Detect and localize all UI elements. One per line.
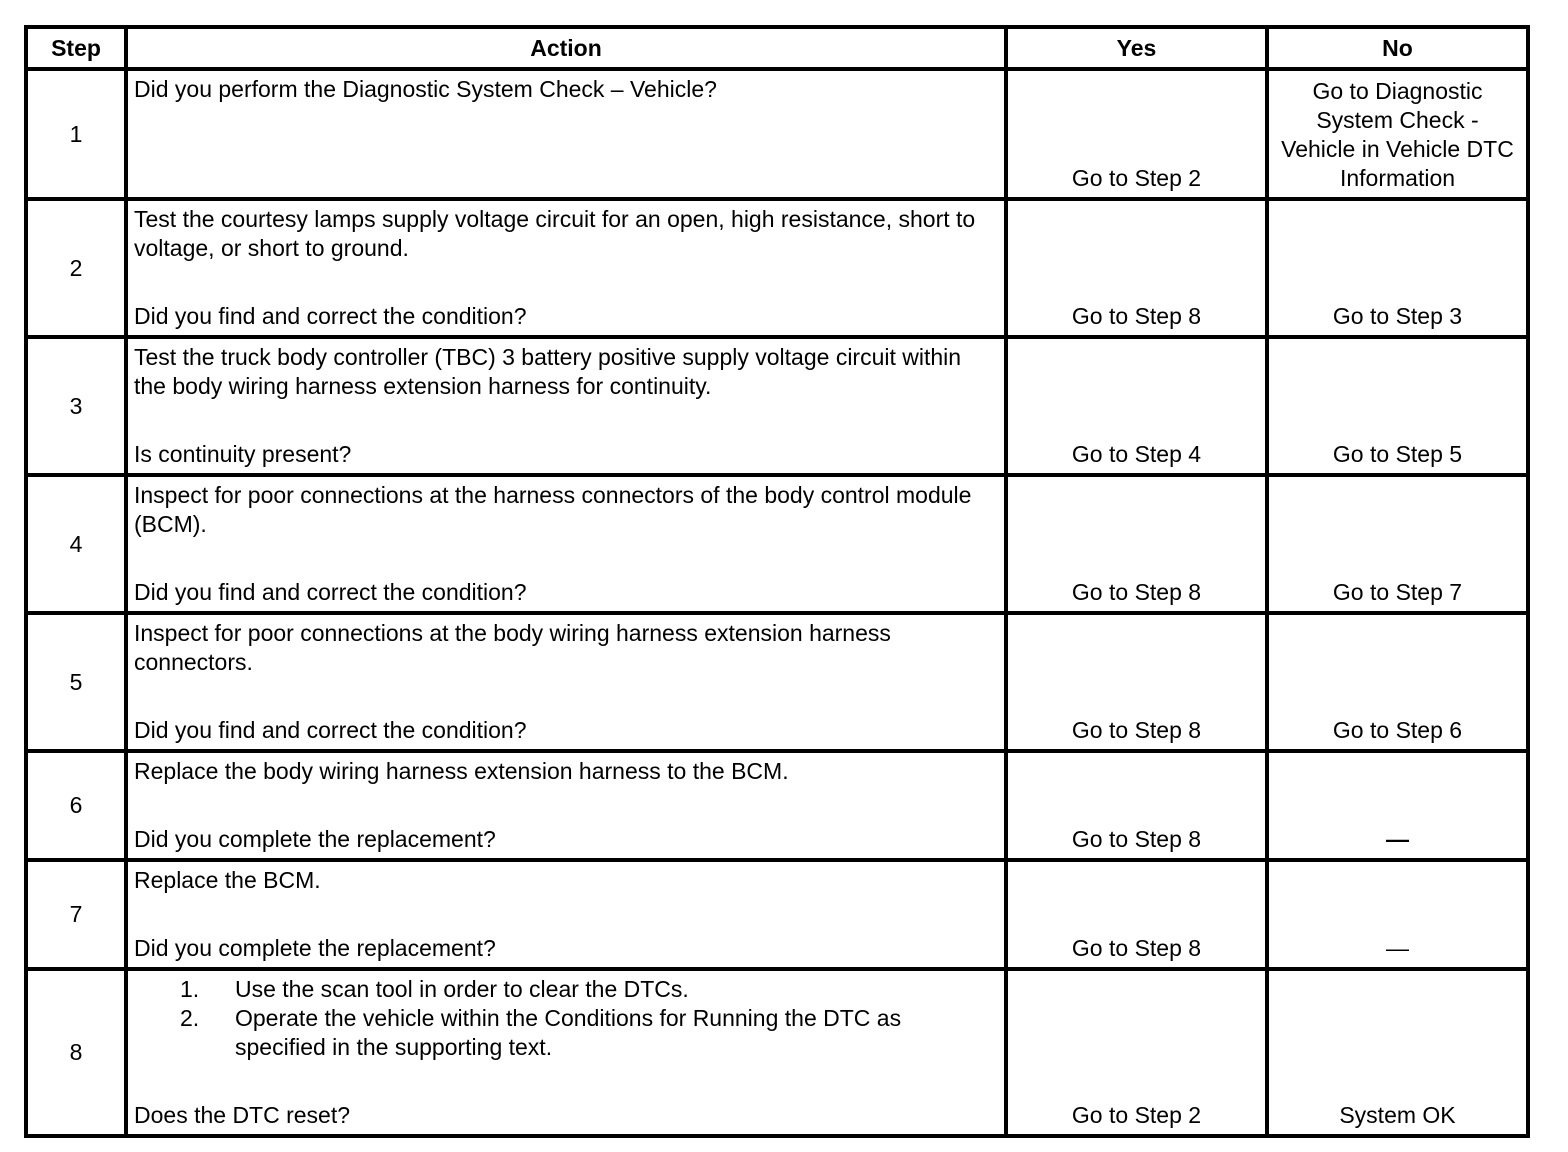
no-cell: Go to Step 3 — [1267, 199, 1528, 337]
action-instruction: Test the courtesy lamps supply voltage circuit for an open, high resistance, short to voltage, or short to ground. — [134, 206, 976, 261]
table-row — [26, 475, 1528, 613]
diagnostic-table — [24, 25, 1530, 1138]
action-question: Did you find and correct the condition? — [134, 717, 527, 743]
action-question: Did you find and correct the condition? — [134, 303, 527, 329]
action-instruction: Inspect for poor connections at the body wiring harness extension harness connectors. — [134, 620, 891, 675]
list-item-number: 2. — [180, 1005, 200, 1031]
action-cell — [126, 199, 1006, 337]
yes-cell: Go to Step 8 — [1006, 199, 1267, 337]
list-item — [134, 1004, 998, 1062]
step-number: 4 — [26, 475, 126, 613]
action-question: Is continuity present? — [134, 441, 352, 467]
no-cell: Go to Diagnostic System Check - Vehicle in Vehicle DTC Information — [1267, 69, 1528, 199]
table-row — [26, 337, 1528, 475]
yes-cell: Go to Step 8 — [1006, 860, 1267, 969]
header-yes: Yes — [1006, 27, 1267, 69]
table-row — [26, 969, 1528, 1136]
yes-cell: Go to Step 2 — [1006, 969, 1267, 1136]
step-number: 5 — [26, 613, 126, 751]
action-cell — [126, 69, 1006, 199]
list-item-text: Use the scan tool in order to clear the DTCs. — [235, 976, 689, 1002]
yes-cell: Go to Step 4 — [1006, 337, 1267, 475]
step-number: 1 — [26, 69, 126, 199]
action-question: Did you find and correct the condition? — [134, 579, 527, 605]
action-instruction: Replace the BCM. — [134, 867, 321, 893]
action-cell — [126, 751, 1006, 860]
yes-cell: Go to Step 8 — [1006, 613, 1267, 751]
action-steps-list — [134, 975, 998, 1062]
list-item-number: 1. — [180, 976, 200, 1002]
step-number: 6 — [26, 751, 126, 860]
no-cell: System OK — [1267, 969, 1528, 1136]
header-no: No — [1267, 27, 1528, 69]
no-cell: — — [1267, 751, 1528, 860]
action-question: Did you perform the Diagnostic System Check – Vehicle? — [134, 76, 717, 102]
action-question: Did you complete the replacement? — [134, 935, 496, 961]
table-row — [26, 751, 1528, 860]
list-item-text: Operate the vehicle within the Conditions for Running the DTC as specified in the supporting text. — [235, 1005, 902, 1060]
table-row — [26, 613, 1528, 751]
action-cell — [126, 475, 1006, 613]
no-cell: Go to Step 6 — [1267, 613, 1528, 751]
action-instruction: Inspect for poor connections at the harness connectors of the body control module (BCM). — [134, 482, 972, 537]
yes-cell: Go to Step 8 — [1006, 751, 1267, 860]
table-row — [26, 69, 1528, 199]
step-number: 3 — [26, 337, 126, 475]
no-cell: — — [1267, 860, 1528, 969]
step-number: 7 — [26, 860, 126, 969]
table-row — [26, 860, 1528, 969]
header-action: Action — [126, 27, 1006, 69]
list-item — [134, 975, 998, 1004]
action-cell — [126, 337, 1006, 475]
step-number: 2 — [26, 199, 126, 337]
step-number: 8 — [26, 969, 126, 1136]
table-row — [26, 199, 1528, 337]
action-cell — [126, 860, 1006, 969]
yes-cell: Go to Step 2 — [1006, 69, 1267, 199]
action-instruction: Replace the body wiring harness extension harness to the BCM. — [134, 758, 789, 784]
action-cell — [126, 969, 1006, 1136]
action-cell — [126, 613, 1006, 751]
header-step: Step — [26, 27, 126, 69]
no-cell: Go to Step 5 — [1267, 337, 1528, 475]
action-question: Did you complete the replacement? — [134, 826, 496, 852]
action-question: Does the DTC reset? — [134, 1102, 351, 1128]
header-row — [26, 27, 1528, 69]
action-instruction: Test the truck body controller (TBC) 3 battery positive supply voltage circuit within the body wiring harness extension harness for continuity. — [134, 344, 962, 399]
yes-cell: Go to Step 8 — [1006, 475, 1267, 613]
no-cell: Go to Step 7 — [1267, 475, 1528, 613]
